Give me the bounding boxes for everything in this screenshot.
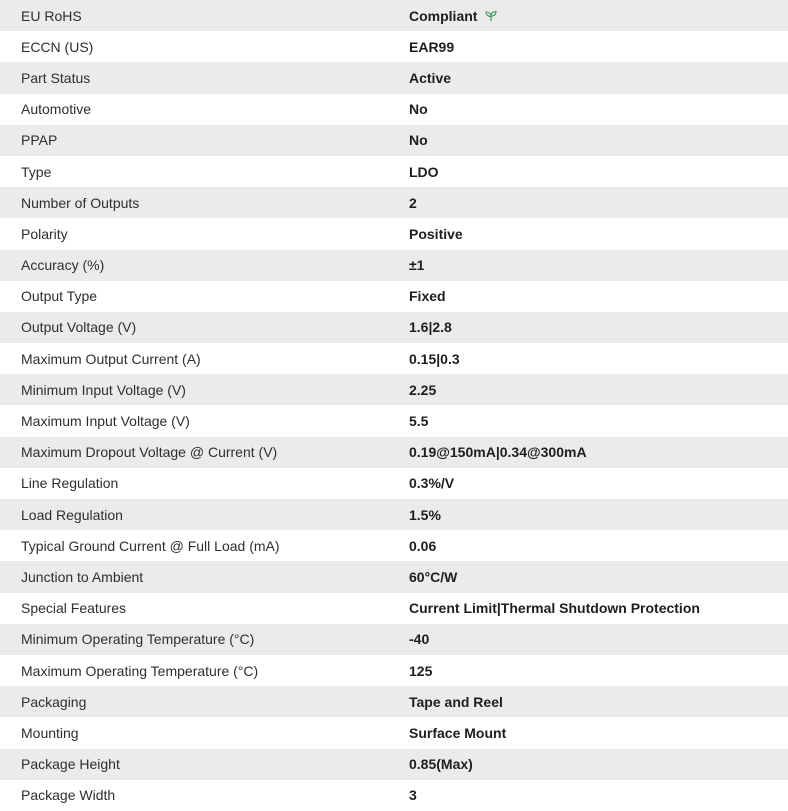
spec-label: Package Width [21,787,116,804]
spec-value: Compliant [409,7,478,24]
spec-value: 0.3%/V [409,475,455,492]
spec-row-accuracy [0,250,788,281]
spec-label: Maximum Operating Temperature (°C) [21,662,259,679]
spec-value: Active [409,69,452,86]
spec-row-max-dropout-voltage [0,437,788,468]
spec-row-max-output-current [0,343,788,374]
spec-value: EAR99 [409,38,455,55]
spec-value: 1.5% [409,506,441,523]
spec-value: LDO [409,163,439,180]
spec-row-package-width [0,780,788,811]
spec-label: Typical Ground Current @ Full Load (mA) [21,537,280,554]
spec-value: Current Limit|Thermal Shutdown Protection [409,600,700,617]
spec-value: 0.15|0.3 [409,350,460,367]
spec-value: 2.25 [409,381,437,398]
spec-row-output-voltage [0,312,788,343]
spec-value: 0.06 [409,537,437,554]
spec-row-junction-to-ambient [0,561,788,592]
spec-row-min-operating-temp [0,624,788,655]
spec-value: No [409,101,428,118]
spec-label: Part Status [21,69,91,86]
spec-label: Maximum Dropout Voltage @ Current (V) [21,444,278,461]
spec-label: Line Regulation [21,475,119,492]
spec-label: ECCN (US) [21,38,94,55]
spec-row-packaging [0,686,788,717]
spec-row-min-input-voltage [0,374,788,405]
spec-label: Special Features [21,600,127,617]
spec-row-output-type [0,281,788,312]
spec-value: 0.85(Max) [409,756,473,773]
spec-value: 3 [409,787,417,804]
spec-row-special-features [0,593,788,624]
spec-value: 5.5 [409,413,429,430]
leaf-icon [484,9,498,23]
spec-row-load-regulation [0,499,788,530]
spec-label: Output Type [21,288,98,305]
spec-row-automotive [0,94,788,125]
spec-label: Load Regulation [21,506,123,523]
spec-value: No [409,132,428,149]
spec-value: 1.6|2.8 [409,319,452,336]
spec-label: Minimum Operating Temperature (°C) [21,631,255,648]
spec-label: Mounting [21,724,79,741]
spec-label: Accuracy (%) [21,257,105,274]
spec-label: EU RoHS [21,7,82,24]
spec-value: Positive [409,225,463,242]
spec-label: Polarity [21,225,68,242]
spec-value: ±1 [409,257,425,274]
spec-row-max-operating-temp [0,655,788,686]
spec-row-ppap [0,125,788,156]
spec-label: PPAP [21,132,58,149]
spec-row-ground-current [0,530,788,561]
spec-value: 125 [409,662,433,679]
spec-row-eccn [0,31,788,62]
spec-label: Automotive [21,101,92,118]
spec-row-type [0,156,788,187]
spec-label: Maximum Output Current (A) [21,350,201,367]
spec-value: 0.19@150mA|0.34@300mA [409,444,587,461]
spec-label: Maximum Input Voltage (V) [21,413,190,430]
spec-row-line-regulation [0,468,788,499]
spec-row-max-input-voltage [0,405,788,436]
spec-value: -40 [409,631,430,648]
spec-row-mounting [0,717,788,748]
spec-value: Surface Mount [409,724,507,741]
spec-value: 2 [409,194,417,211]
spec-label: Minimum Input Voltage (V) [21,381,186,398]
spec-value: Tape and Reel [409,693,503,710]
spec-row-eu-rohs [0,0,788,31]
spec-label: Package Height [21,756,120,773]
spec-label: Output Voltage (V) [21,319,137,336]
spec-value: Fixed [409,288,446,305]
spec-label: Packaging [21,693,87,710]
spec-row-part-status [0,62,788,93]
spec-label: Junction to Ambient [21,568,144,585]
spec-row-polarity [0,218,788,249]
spec-value-cell [409,8,788,24]
spec-row-package-height [0,749,788,780]
spec-row-number-of-outputs [0,187,788,218]
spec-label: Number of Outputs [21,194,140,211]
spec-value: 60°C/W [409,568,458,585]
spec-label: Type [21,163,52,180]
